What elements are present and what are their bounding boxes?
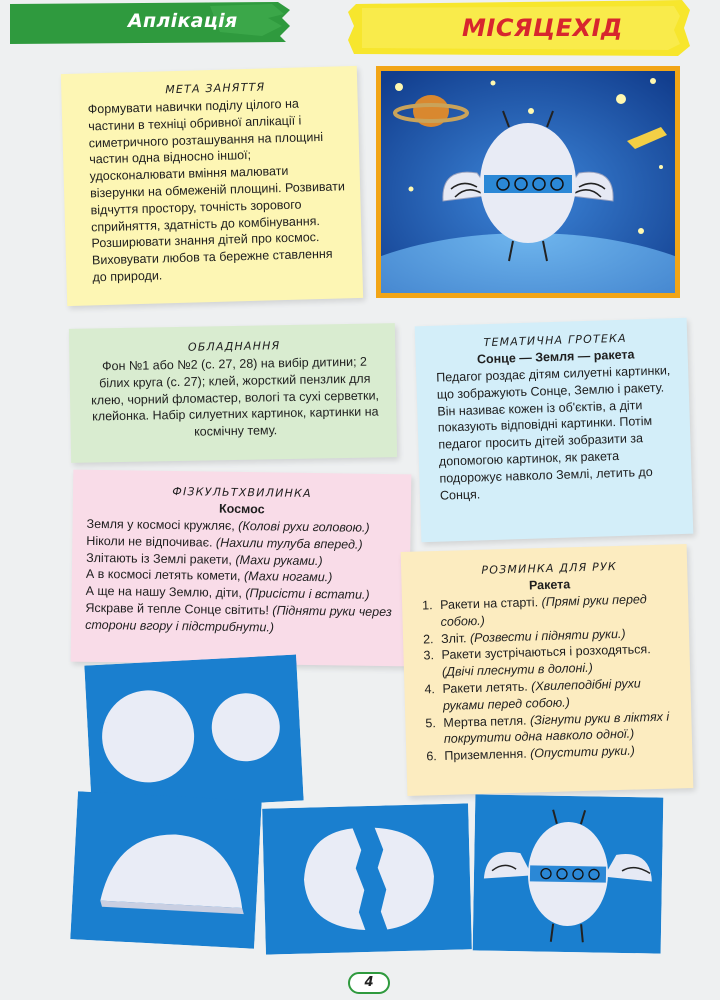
theme-game-heading: ТЕМАТИЧНА ГРОТЕКА bbox=[483, 331, 627, 350]
poem-line: А ще на нашу Землю, діти, (Присісти і встати.) bbox=[85, 584, 370, 602]
moon-rover-illustration bbox=[376, 66, 680, 298]
step-photo-two-circles bbox=[84, 655, 303, 812]
list-item: 1. Ракети на старті. (Прямі руки перед собою.) bbox=[421, 592, 647, 629]
physical-exercise-note bbox=[71, 470, 412, 667]
list-item: 4. Ракети летять. (Хвилеподібні рухи руками перед собою.) bbox=[424, 676, 641, 713]
lesson-title: МІСЯЦЕХІД bbox=[462, 14, 623, 42]
page-number: 4 bbox=[348, 972, 390, 994]
poem-line: А в космосі летять комети, (Махи ногами.) bbox=[85, 567, 333, 585]
goal-note bbox=[61, 66, 363, 306]
warmup-heading: РОЗМИНКА ДЛЯ РУК bbox=[481, 560, 618, 577]
section-tab: Аплікація bbox=[128, 10, 238, 32]
physical-heading: ФІЗКУЛЬТХВИЛИНКА bbox=[172, 485, 312, 500]
equipment-heading: ОБЛАДНАННЯ bbox=[187, 339, 281, 354]
step-photo-half-circle bbox=[70, 791, 261, 948]
goal-text: Формувати навички поділу цілого на частини в техніці обривної аплікації і симетричного розташування на площині частин одна відносно іншої; удосконалювати вміння малювати візерунки на обмеженій площині. Розвивати відчуття простору, точність зорового сприйняття, здатність до комбінування. Розширювати знання дітей про космос. Виховувати любов та бережне ставлення до природи. bbox=[87, 96, 346, 285]
step-photo-finished-rover bbox=[473, 794, 664, 953]
poem-line: Яскраве й тепле Сонце світить! (Підняти руки через сторони вгору і підстрибнути.) bbox=[85, 600, 392, 635]
goal-heading: МЕТА ЗАНЯТТЯ bbox=[165, 80, 266, 97]
list-item: 5. Мертва петля. (Зігнути руки в ліктях і покрутити одна навколо одної.) bbox=[425, 709, 670, 747]
warmup-subtitle: Ракета bbox=[528, 577, 571, 593]
list-item: 6. Приземлення. (Опустити руки.) bbox=[426, 743, 636, 764]
theme-game-text: Педагог роздає дітям силуетні картинки, що зображують Сонце, Землю і ракету. Він називає кожен із об'єктів, а діти показують відповідні картинки. Потім педагог просить дітей зобразити за допомогою картинок, як ракета подорожує навколо Землі, летить до Сонця. bbox=[436, 363, 671, 503]
theme-game-subtitle: Сонце — Земля — ракета bbox=[476, 347, 635, 367]
step-photo-torn-circle bbox=[262, 803, 472, 954]
poem-line: Земля у космосі кружляє, (Колові рухи головою.) bbox=[86, 516, 370, 535]
equipment-text: Фон №1 або №2 (с. 27, 28) на вибір дитини; 2 білих круга (с. 27); клей, жорсткий пензлик для клею, чорний фломастер, вологі та сухі серветки, клейонка. Набір силуетних картинок, картинки на космічну тему. bbox=[91, 354, 380, 439]
theme-game-note bbox=[415, 318, 694, 542]
hand-warmup-note bbox=[401, 544, 694, 796]
list-item: 2. Зліт. (Розвести і підняти руки.) bbox=[422, 626, 626, 647]
poem-line: Ніколи не відпочиває. (Нахили тулуба вперед.) bbox=[86, 533, 363, 552]
physical-subtitle: Космос bbox=[218, 501, 265, 517]
equipment-note bbox=[69, 323, 397, 463]
poem-line: Злітають із Землі ракети, (Махи руками.) bbox=[86, 550, 323, 568]
list-item: 3. Ракети зустрічаються і розходяться. (Двічі плеснути в долоні.) bbox=[423, 642, 651, 680]
